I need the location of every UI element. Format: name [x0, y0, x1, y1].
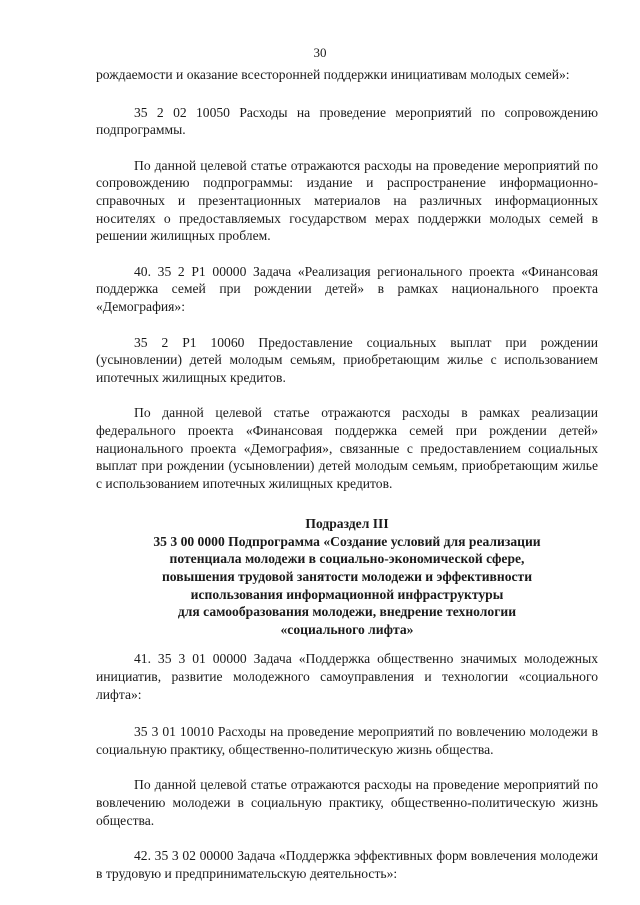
section-heading-line: повышения трудовой занятости молодежи и эффективности [161, 569, 533, 585]
paragraph-expense-35-2-02-10050: 35 2 02 10050 Расходы на проведение мероприятий по сопровождению подпрограммы. [96, 104, 598, 138]
paragraph-description-federal-project: По данной целевой статье отражаются расходы в рамках реализации федерального проекта «Финансовая поддержка семей при рождении детей» национального проекта «Демография», связанные с предоставлением социальных выплат при рождении (усыновлении) детей молодым семьям, приобретающим жилье с использованием ипотечных жилищных кредитов. [96, 405, 598, 491]
section-heading [96, 515, 598, 638]
paragraph-task-42: 42. 35 3 02 00000 Задача «Поддержка эффективных форм вовлечения молодежи в трудовую и предпринимательскую деятельность»: [96, 848, 598, 881]
paragraph-expense-35-2-p1-10060: 35 2 Р1 10060 Предоставление социальных выплат при рождении (усыновлении) детей молодым семьям, приобретающим жилье с использованием ипотечных жилищных кредитов. [96, 334, 598, 385]
paragraph-description-youth-involvement: По данной целевой статье отражаются расходы на проведение мероприятий по вовлечению молодежи в социальную практику, общественно-политическую жизнь общества. [96, 777, 598, 828]
paragraph-description-support: По данной целевой статье отражаются расходы на проведение мероприятий по сопровождению подпрограммы: издание и распространение информационно-справочных и презентационных материалов на различных информационных носителях о предоставляемых государством мерах поддержки молодых семей в решении жилищных проблем. [96, 157, 598, 244]
section-heading-line: 35 3 00 0000 Подпрограмма «Создание условий для реализации [153, 533, 541, 549]
section-heading-line: использования информационной инфраструктуры [190, 586, 504, 602]
section-heading-line: «социального лифта» [280, 621, 414, 637]
section-heading-line: для самообразования молодежи, внедрение технологии [177, 604, 517, 620]
paragraph-task-40: 40. 35 2 Р1 00000 Задача «Реализация регионального проекта «Финансовая поддержка семей при рождении детей» в рамках национального проекта «Демография»: [96, 263, 598, 314]
paragraph-expense-35-3-01-10010: 35 3 01 10010 Расходы на проведение мероприятий по вовлечению молодежи в социальную практику, общественно-политическую жизнь общества. [96, 724, 598, 757]
document-body [96, 66, 598, 882]
paragraph-continuation: рождаемости и оказание всесторонней поддержки инициативам молодых семей»: [96, 67, 570, 82]
paragraph-task-41: 41. 35 3 01 00000 Задача «Поддержка общественно значимых молодежных инициатив, развитие молодежного самоуправления и технологии «социального лифта»: [96, 651, 598, 702]
section-heading-line: потенциала молодежи в социально-экономической сфере, [169, 551, 525, 567]
page-number: 30 [313, 45, 327, 60]
section-heading-line: Подраздел III [305, 516, 389, 532]
